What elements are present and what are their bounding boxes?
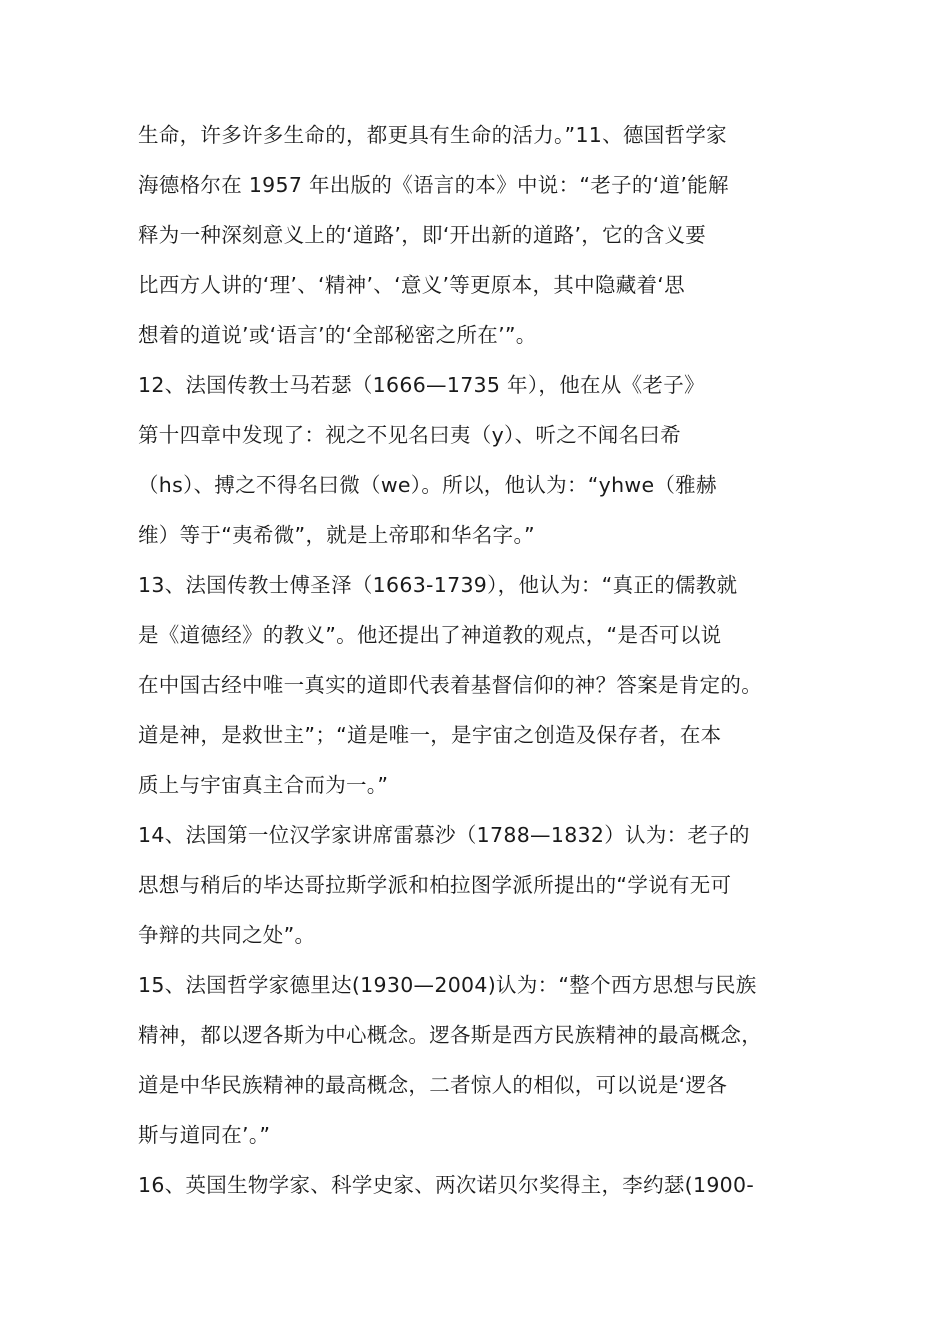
text-line: 16、英国生物学家、科学史家、两次诺贝尔奖得主，李约瑟(1900- bbox=[138, 1173, 755, 1197]
text-line: 维）等于“夷希微”，就是上帝耶和华名字。” bbox=[138, 523, 535, 547]
text-line: 比西方人讲的‘理’、‘精神’、‘意义’等更原本，其中隐藏着‘思 bbox=[138, 273, 685, 297]
text-line: 道是神，是救世主”；“道是唯一，是宇宙之创造及保存者，在本 bbox=[138, 723, 722, 747]
text-line: 精神，都以逻各斯为中心概念。逻各斯是西方民族精神的最高概念， bbox=[138, 1023, 762, 1047]
text-line: 想着的道说’或‘语言’的‘全部秘密之所在’”。 bbox=[138, 323, 537, 347]
text-line: 在中国古经中唯一真实的道即代表着基督信仰的神？答案是肯定的。 bbox=[138, 673, 762, 697]
text-line: 释为一种深刻意义上的‘道路’，即‘开出新的道路’，它的含义要 bbox=[138, 223, 707, 247]
text-line: （hs）、搏之不得名曰微（we）。所以，他认为：“yhwe（雅赫 bbox=[138, 473, 717, 497]
text-line: 质上与宇宙真主合而为一。” bbox=[138, 773, 389, 797]
text-line: 海德格尔在 1957 年出版的《语言的本》中说：“老子的‘道’能解 bbox=[138, 173, 729, 197]
text-line: 斯与道同在’。” bbox=[138, 1123, 271, 1147]
text-line: 12、法国传教士马若瑟（1666—1735 年），他在从《老子》 bbox=[138, 373, 705, 397]
text-line: 思想与稍后的毕达哥拉斯学派和柏拉图学派所提出的“学说有无可 bbox=[138, 873, 732, 897]
text-line: 争辩的共同之处”。 bbox=[138, 923, 316, 947]
text-line: 第十四章中发现了：视之不见名曰夷（y）、听之不闻名曰希 bbox=[138, 423, 681, 447]
text-line: 15、法国哲学家德里达(1930—2004)认为：“整个西方思想与民族 bbox=[138, 973, 757, 997]
text-line: 是《道德经》的教义”。他还提出了神道教的观点，“是否可以说 bbox=[138, 623, 722, 647]
text-line: 13、法国传教士傅圣泽（1663-1739），他认为：“真正的儒教就 bbox=[138, 573, 738, 597]
text-line: 道是中华民族精神的最高概念，二者惊人的相似，可以说是‘逻各 bbox=[138, 1073, 728, 1097]
text-line: 14、法国第一位汉学家讲席雷慕沙（1788—1832）认为：老子的 bbox=[138, 823, 750, 847]
text-line: 生命，许多许多生命的，都更具有生命的活力。”11、德国哲学家 bbox=[138, 123, 727, 147]
